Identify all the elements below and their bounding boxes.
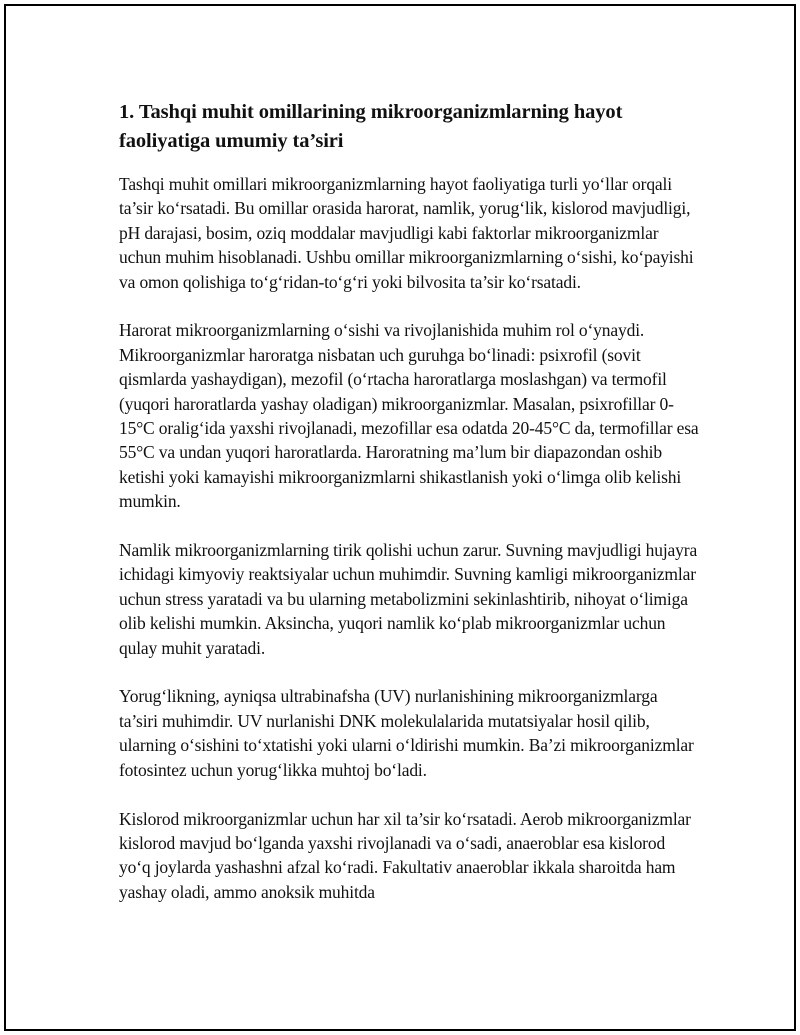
- paragraph-humidity: Namlik mikroorganizmlarning tirik qolishi uchun zarur. Suvning mavjudligi hujayra ichidagi kimyoviy reaktsiyalar uchun muhimdir. Suvning kamligi mikroorganizmlar uchun stress yaratadi va bu ularning metabolizmini sekinlashtirib, nihoyat o‘limiga olib kelishi mumkin. Aksincha, yuqori namlik ko‘plab mikroorganizmlar uchun qulay muhit yaratadi.: [119, 540, 698, 658]
- paragraph-oxygen: Kislorod mikroorganizmlar uchun har xil ta’sir ko‘rsatadi. Aerob mikroorganizmlar kislorod mavjud bo‘lganda yaxshi rivojlanadi va o‘sadi, anaeroblar esa kislorod yo‘q joylarda yashashni afzal ko‘radi. Fakultativ anaeroblar ikkala sharoitda ham yashay oladi, ammo anoksik muhitda: [119, 808, 691, 902]
- paragraph-temperature: Harorat mikroorganizmlarning o‘sishi va rivojlanishida muhim rol o‘ynaydi. Mikroorganizmlar haroratga nisbatan uch guruhga bo‘linadi: psixrofil (sovit qismlarda yashaydigan), mezofil (o‘rtacha haroratlarga moslashgan) va termofil (yuqori haroratlarda yashay oladigan) mikroorganizmlar. Masalan, psixrofillar 0-15°C oralig‘ida yaxshi rivojlanadi, mezofillar esa odatda 20-45°C da, termofillar esa 55°C va undan yuqori haroratlarda. Haroratning ma’lum bir diapazondan oshib ketishi yoki kamayishi mikroorganizmlarni shikastlanish yoki o‘limga olib kelishi mumkin.: [119, 320, 699, 512]
- document-body: [119, 98, 699, 904]
- page-frame: [4, 4, 796, 1031]
- paragraph-light: Yorug‘likning, ayniqsa ultrabinafsha (UV) nurlanishining mikroorganizmlarga ta’siri muhimdir. UV nurlanishi DNK molekulalarida mutatsiyalar hosil qilib, ularning o‘sishini to‘xtatishi yoki ularni o‘ldirishi mumkin. Ba’zi mikroorganizmlar fotosintez uchun yorug‘likka muhtoj bo‘ladi.: [119, 686, 694, 780]
- section-heading: 1. Tashqi muhit omillarining mikroorganizmlarning hayot faoliyatiga umumiy ta’siri: [119, 101, 623, 152]
- paragraph-general-factors: Tashqi muhit omillari mikroorganizmlarning hayot faoliyatiga turli yo‘llar orqali ta’sir ko‘rsatadi. Bu omillar orasida harorat, namlik, yorug‘lik, kislorod mavjudligi, pH darajasi, bosim, oziq moddalar mavjudligi kabi faktorlar mikroorganizmlar uchun muhim hisoblanadi. Ushbu omillar mikroorganizmlarning o‘sishi, ko‘payishi va omon qolishiga to‘g‘ridan-to‘g‘ri yoki bilvosita ta’sir ko‘rsatadi.: [119, 174, 694, 292]
